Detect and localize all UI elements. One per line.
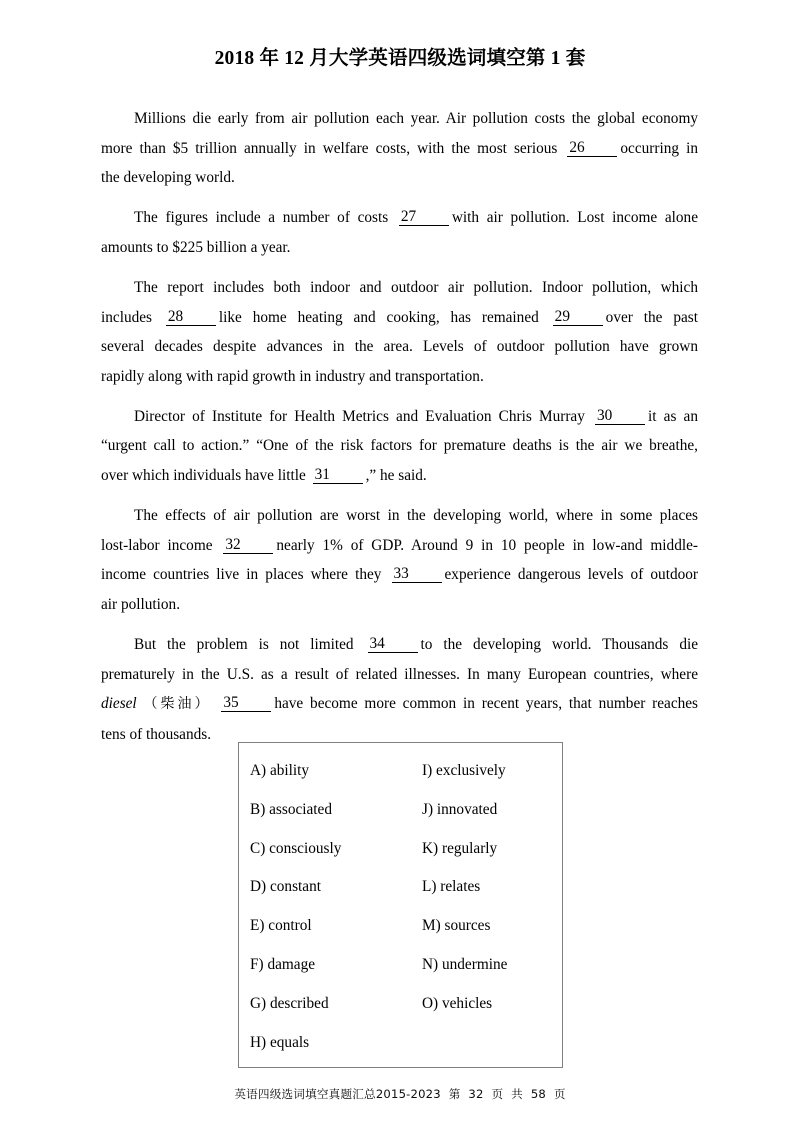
option-item-A[interactable] (250, 752, 422, 791)
text-run: The effects of air pollution are worst in the developing world, where in some places (134, 507, 698, 525)
text-run: The report includes both indoor and outdoor air pollution. Indoor pollution, which (134, 278, 698, 296)
paragraph (101, 273, 698, 391)
page-footer (0, 1086, 800, 1102)
option-word: undermine (441, 955, 508, 973)
text-line (101, 402, 698, 432)
text-run: with air pollution. Lost income alone (451, 209, 698, 227)
text-run: it as an (648, 407, 698, 425)
text-run: “urgent call to action.” “One of the risk factors for premature deaths is the air we breathe, (101, 437, 698, 455)
text-run: over which individuals have little (101, 467, 306, 485)
text-run: over the past (605, 308, 698, 326)
text-run: includes (101, 308, 152, 326)
text-line (101, 273, 698, 303)
page-title: 2018 年 12 月大学英语四级选词填空第 1 套 (214, 48, 586, 69)
text-run: like home heating and cooking, has remained (218, 308, 539, 326)
text-run: The figures include a number of costs (134, 209, 389, 227)
footer-page-prefix: 第 (448, 1087, 461, 1101)
option-item-J[interactable] (422, 791, 554, 830)
answer-blank-26[interactable]: 26 (567, 140, 617, 157)
text-run: the developing world. (101, 169, 235, 187)
text-line (101, 660, 698, 690)
text-line (101, 501, 698, 531)
options-box (238, 742, 563, 1068)
answer-blank-30[interactable]: 30 (595, 408, 645, 425)
answer-blank-31[interactable]: 31 (313, 467, 363, 484)
text-run: experience dangerous levels of outdoor (444, 566, 698, 584)
option-item-K[interactable] (422, 830, 554, 869)
answer-blank-28[interactable]: 28 (166, 309, 216, 326)
option-word: consciously (269, 839, 342, 857)
option-word: relates (440, 878, 481, 896)
option-word: constant (269, 878, 321, 896)
option-word: exclusively (436, 762, 506, 779)
answer-blank-34[interactable]: 34 (368, 636, 418, 653)
option-label: J) (422, 800, 434, 818)
option-item-D[interactable] (250, 868, 422, 907)
paragraph (101, 501, 698, 619)
paragraph (101, 104, 698, 193)
option-label: F) (250, 955, 264, 973)
italic-term: diesel (101, 695, 137, 713)
text-run: nearly 1% of GDP. Around 9 in 10 people in low-and middle- (276, 536, 698, 554)
option-label: N) (422, 955, 439, 973)
answer-blank-33[interactable]: 33 (392, 566, 442, 583)
option-item-M[interactable] (422, 907, 554, 946)
option-word: ability (269, 762, 310, 779)
option-label: A) (250, 762, 267, 779)
text-run: prematurely in the U.S. as a result of related illnesses. In many European countries, where (101, 665, 698, 683)
text-line (101, 689, 698, 720)
option-item-L[interactable] (422, 868, 554, 907)
answer-blank-35[interactable]: 35 (221, 695, 271, 712)
option-label: G) (250, 994, 267, 1012)
cjk-gloss: （柴油） (143, 696, 212, 713)
text-run: But the problem is not limited (134, 636, 354, 653)
option-word: damage (267, 955, 316, 973)
text-run: have become more common in recent years, that number reaches (274, 695, 699, 713)
text-line (101, 303, 698, 333)
text-line (101, 531, 698, 561)
text-run: Millions die early from air pollution each year. Air pollution costs the global economy (134, 110, 698, 127)
option-word: sources (444, 917, 491, 935)
footer-page-number: 32 (468, 1087, 484, 1101)
option-label: L) (422, 878, 437, 896)
text-run: ,” he said. (365, 467, 427, 485)
option-item-E[interactable] (250, 907, 422, 946)
option-word: control (268, 917, 312, 935)
text-line (101, 630, 698, 660)
option-item-G[interactable] (250, 985, 422, 1024)
answer-blank-27[interactable]: 27 (399, 209, 449, 226)
option-label: M) (422, 917, 441, 935)
option-word: regularly (441, 839, 498, 857)
footer-source: 英语四级选词填空真题汇总2015-2023 (234, 1087, 441, 1101)
paragraph (101, 630, 698, 749)
option-item-N[interactable] (422, 946, 554, 985)
option-label: O) (422, 994, 439, 1012)
footer-page-unit: 页 (491, 1087, 504, 1101)
text-run: more than $5 trillion annually in welfare costs, with the most serious (101, 139, 558, 157)
text-run: occurring in (620, 139, 698, 157)
text-line (101, 362, 698, 392)
text-run: tens of thousands. (101, 725, 212, 743)
footer-total-prefix: 共 (511, 1087, 523, 1101)
option-label: K) (422, 839, 439, 857)
text-line (101, 203, 698, 233)
text-run: air pollution. (101, 595, 181, 613)
text-line (101, 332, 698, 362)
option-item-I[interactable] (422, 752, 554, 791)
article-body (101, 104, 698, 749)
option-label: C) (250, 839, 266, 857)
text-run: amounts to $225 billion a year. (101, 238, 291, 256)
paragraph (101, 402, 698, 491)
text-run: Director of Institute for Health Metrics and Evaluation Chris Murray (134, 407, 585, 425)
text-line (101, 163, 698, 193)
option-label: E) (250, 917, 265, 935)
option-word: equals (269, 1033, 310, 1051)
text-line (101, 233, 698, 263)
option-word: described (269, 994, 329, 1012)
option-item-B[interactable] (250, 791, 422, 830)
text-line (101, 104, 698, 134)
text-line (101, 134, 698, 164)
text-line (101, 461, 698, 491)
text-run: income countries live in places where they (101, 566, 382, 584)
paragraph (101, 203, 698, 262)
option-item-F[interactable] (250, 946, 422, 985)
option-word: associated (269, 800, 332, 818)
option-label: D) (250, 878, 267, 896)
text-run: several decades despite advances in the area. Levels of outdoor pollution have grown (101, 338, 698, 356)
option-word: innovated (436, 800, 498, 818)
text-line (101, 431, 698, 461)
option-label: I) (422, 762, 433, 779)
options-grid (250, 752, 554, 1062)
option-label: B) (250, 800, 266, 818)
text-line (101, 560, 698, 590)
option-item-C[interactable] (250, 830, 422, 869)
answer-blank-32[interactable]: 32 (223, 537, 273, 554)
text-run: to the developing world. Thousands die (420, 636, 699, 653)
text-run: lost-labor income (101, 536, 213, 554)
footer-total-unit: 页 (553, 1087, 566, 1101)
answer-blank-29[interactable]: 29 (553, 309, 603, 326)
option-item-H[interactable] (250, 1024, 422, 1063)
option-label: H) (250, 1033, 267, 1051)
footer-total-pages: 58 (530, 1087, 546, 1101)
option-word: vehicles (441, 994, 493, 1012)
text-run: rapidly along with rapid growth in industry and transportation. (101, 367, 484, 385)
text-line (101, 590, 698, 620)
option-item-O[interactable] (422, 985, 554, 1024)
